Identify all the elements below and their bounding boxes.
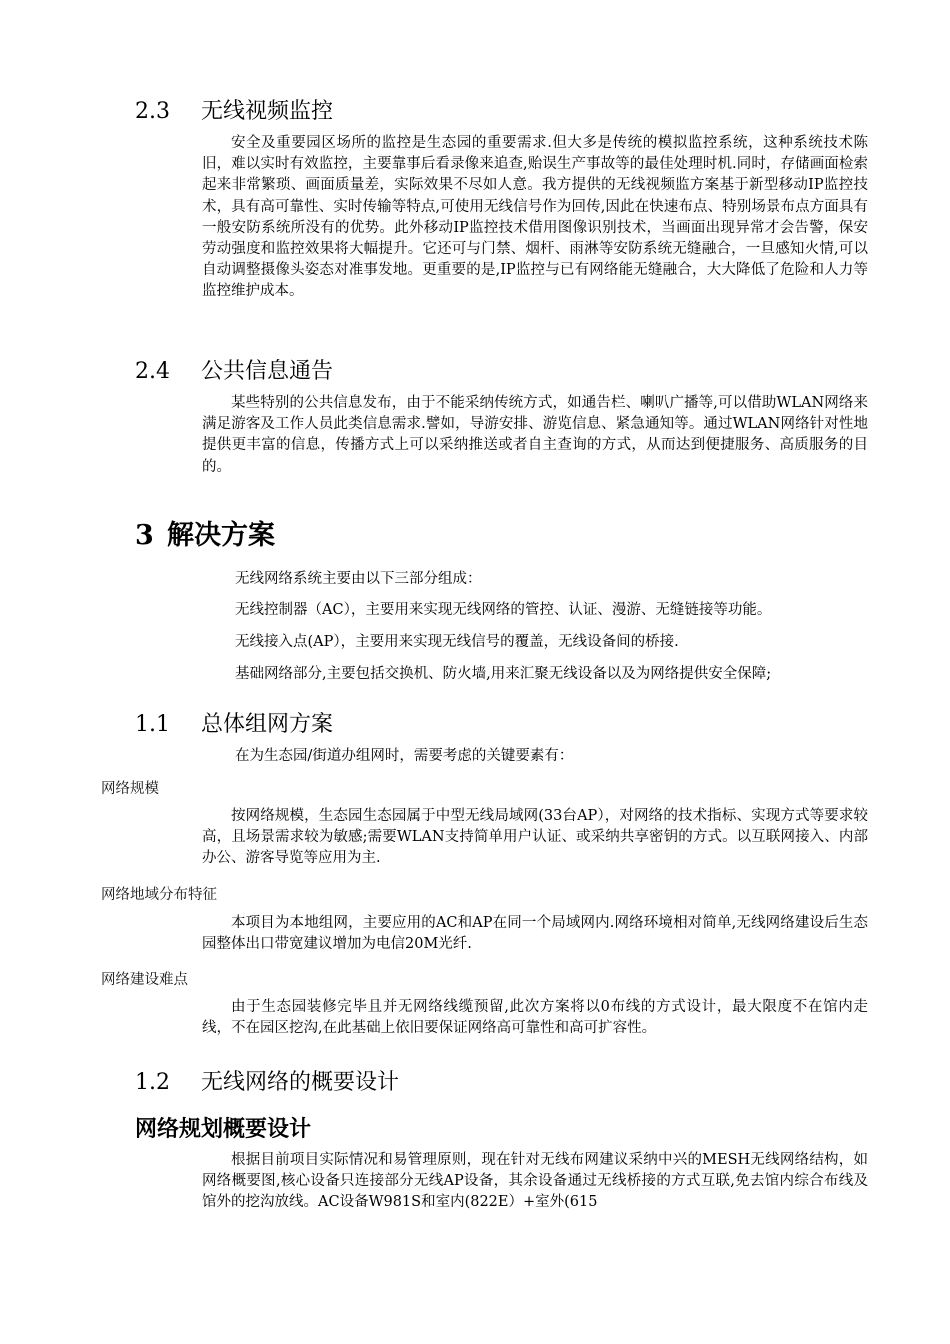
section-title: 无线视频监控 [201, 99, 334, 124]
body-line: 基础网络部分,主要包括交换机、防火墙,用来汇聚无线设备以及为网络提供安全保障; [235, 666, 772, 682]
section-number: 2.3 [135, 99, 170, 124]
section-paragraph: 安全及重要园区场所的监控是生态园的重要需求.但大多是传统的模拟监控系统，这种系统技术陈旧，难以实时有效监控，主要靠事后看录像来追查,贻误生产事故等的最佳处理时机.同时，存储画面检索起来非常繁琐、画面质量差，实际效果不尽如人意。我方提供的无线视频监方案基于新型移动IP监控技术，具有高可靠性、实时传输等特点,可使用无线信号作为回传,因此在快速布点、特别场景布点方面具有一般安防系统所没有的优势。此外移动IP监控技术借用图像识别技术，当画面出现异常才会告警，保安劳动强度和监控效果将大幅提升。它还可与门禁、烟杆、雨淋等安防系统无缝融合，一旦感知火情,可以自动调整摄像头姿态对准事发地。更重要的是,IP监控与已有网络能无缝融合，大大降低了危险和人力等监控维护成本。 [202, 135, 868, 300]
section-number: 2.4 [135, 359, 170, 384]
body-line: 无线接入点(AP），主要用来实现无线信号的覆盖，无线设备间的桥接. [235, 634, 679, 650]
subheading-construction-difficulty: 网络建设难点 [101, 972, 188, 988]
subheading-geographic-distribution: 网络地域分布特征 [101, 887, 217, 903]
chapter-number: 3 [135, 520, 154, 551]
section-number: 1.2 [135, 1070, 170, 1095]
section-title: 无线网络的概要设计 [201, 1070, 400, 1095]
section-title: 总体组网方案 [201, 712, 334, 737]
section-heading-2-3 [135, 98, 333, 126]
subheading-network-scale: 网络规模 [101, 781, 159, 797]
chapter-heading-3 [135, 519, 275, 553]
subsection-heading: 网络规划概要设计 [135, 1116, 312, 1142]
section-paragraph: 某些特别的公共信息发布，由于不能采纳传统方式，如通告栏、喇叭广播等,可以借助WLAN网络来满足游客及工作人员此类信息需求.譬如，导游安排、游览信息、紧急通知等。通过WLAN网络针对性地提供更丰富的信息，传播方式上可以采纳推送或者自主查询的方式，从而达到便捷服务、高质服务的目的。 [202, 395, 868, 475]
section-paragraph: 由于生态园装修完毕且并无网络线缆预留,此次方案将以0布线的方式设计，最大限度不在馆内走线，不在园区挖沟,在此基础上依旧要保证网络高可靠性和高可扩容性。 [202, 999, 868, 1037]
body-line: 在为生态园/街道办组网时，需要考虑的关键要素有： [235, 748, 574, 764]
section-title: 公共信息通告 [201, 359, 334, 384]
section-paragraph: 根据目前项目实际情况和易管理原则，现在针对无线布网建议采纳中兴的MESH无线网络结构，如网络概要图,核心设备只连接部分无线AP设备，其余设备通过无线桥接的方式互联,免去馆内综合布线及馆外的挖沟放线。AC设备W981S和室内(822E）+室外(615 [202, 1152, 868, 1211]
section-heading-2-4 [135, 358, 333, 386]
chapter-title: 解决方案 [167, 520, 275, 551]
section-number: 1.1 [135, 712, 170, 737]
section-paragraph: 本项目为本地组网，主要应用的AC和AP在同一个局域网内.网络环境相对简单,无线网络建设后生态园整体出口带宽建议增加为电信20M光纤. [202, 915, 868, 953]
section-heading-1-2 [135, 1069, 399, 1097]
body-line: 无线网络系统主要由以下三部分组成： [235, 571, 482, 587]
section-paragraph: 按网络规模，生态园生态园属于中型无线局域网(33台AP），对网络的技术指标、实现方式等要求较高，且场景需求较为敏感;需要WLAN支持简单用户认证、或采纳共享密钥的方式。以互联网接入、内部办公、游客导览等应用为主. [202, 808, 868, 867]
section-heading-1-1 [135, 711, 333, 739]
body-line: 无线控制器（AC），主要用来实现无线网络的管控、认证、漫游、无缝链接等功能。 [235, 602, 772, 618]
